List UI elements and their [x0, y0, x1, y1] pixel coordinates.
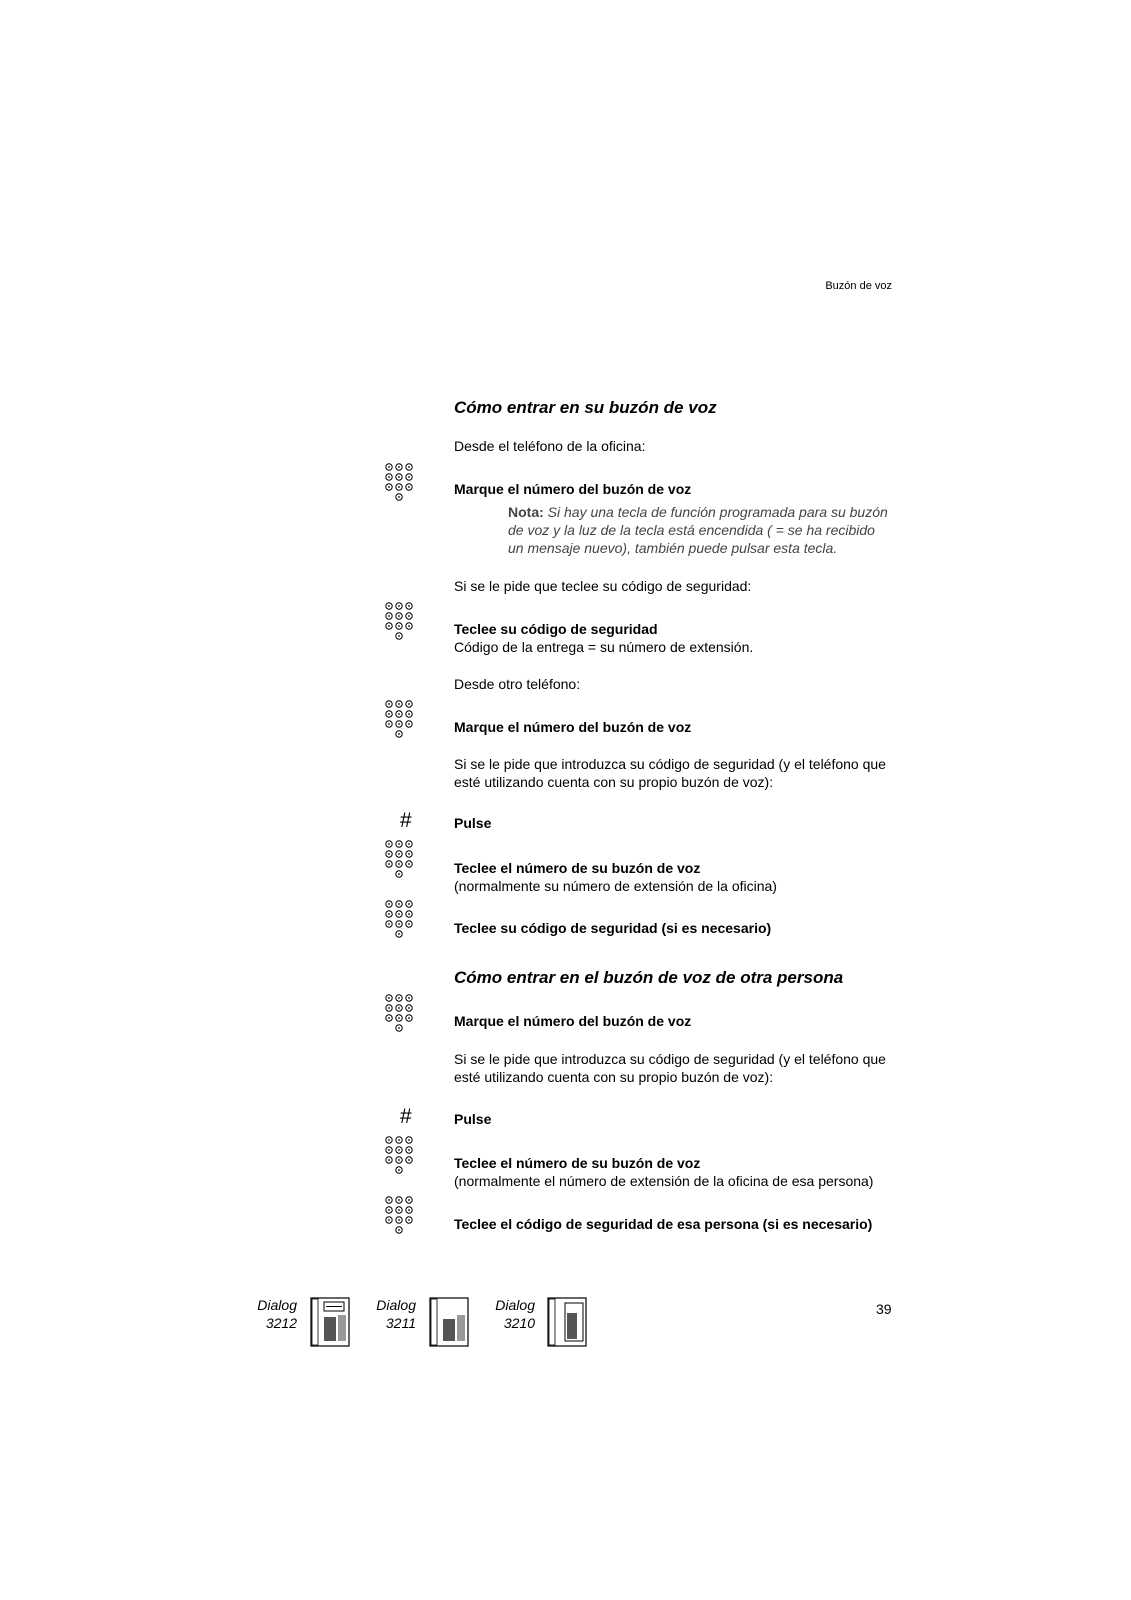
step-enter-mailbox-number-2: Teclee el número de su buzón de voz: [454, 1155, 701, 1171]
model-number: 3211: [385, 1315, 416, 1331]
keypad-icon: [385, 900, 415, 938]
section-heading-other-mailbox: Cómo entrar en el buzón de voz de otra persona: [454, 968, 844, 987]
step-dial-mailbox-other: Marque el número del buzón de voz: [454, 719, 692, 735]
step-dial-mailbox: Marque el número del buzón de voz: [454, 481, 692, 497]
security-code-intro: Si se le pide que teclee su código de seguridad:: [454, 578, 752, 594]
page-header-title: Buzón de voz: [825, 280, 892, 292]
note-line-2: de voz y la luz de la tecla está encendida ( = se ha recibido: [508, 522, 875, 538]
keypad-icon: [385, 840, 415, 878]
note-text-1: Si hay una tecla de función programada para su buzón: [547, 504, 888, 520]
model-label-3212: [247, 1296, 297, 1332]
keypad-icon: [385, 463, 415, 501]
model-name: Dialog: [376, 1297, 416, 1313]
desk-phone-icon: [310, 1297, 350, 1347]
security-code-detail: Código de la entrega = su número de extensión.: [454, 639, 754, 655]
note-line-1: [508, 503, 888, 521]
section-heading-own-mailbox: Cómo entrar en su buzón de voz: [454, 398, 717, 417]
hash-key-icon: #: [400, 809, 412, 832]
step-press-hash-2: Pulse: [454, 1111, 492, 1127]
desk-phone-icon: [429, 1297, 469, 1347]
model-label-3211: [366, 1296, 416, 1332]
prompt-line-1-2: Si se le pide que introduzca su código de seguridad (y el teléfono que: [454, 1051, 886, 1067]
step-enter-other-security-code: Teclee el código de seguridad de esa persona (si es necesario): [454, 1216, 873, 1232]
model-number: 3212: [265, 1315, 297, 1331]
step-press-hash: Pulse: [454, 815, 492, 831]
model-number: 3210: [503, 1315, 535, 1331]
note-label: Nota:: [508, 504, 544, 520]
prompt-line-2-2: esté utilizando cuenta con su propio buzón de voz):: [454, 1069, 774, 1085]
mailbox-number-detail: (normalmente su número de extensión de la oficina): [454, 878, 777, 894]
keypad-icon: [385, 1196, 415, 1234]
step-dial-mailbox-2: Marque el número del buzón de voz: [454, 1013, 692, 1029]
hash-key-icon: #: [400, 1105, 412, 1128]
step-enter-security-optional: Teclee su código de seguridad (si es necesario): [454, 920, 772, 936]
other-phone-intro: Desde otro teléfono:: [454, 676, 581, 692]
keypad-icon: [385, 700, 415, 738]
note-line-3: un mensaje nuevo), también puede pulsar esta tecla.: [508, 540, 838, 556]
mailbox-number-detail-2: (normalmente el número de extensión de la oficina de esa persona): [454, 1173, 874, 1189]
model-name: Dialog: [495, 1297, 535, 1313]
prompt-line-1: Si se le pide que introduzca su código de seguridad (y el teléfono que: [454, 756, 886, 772]
keypad-icon: [385, 994, 415, 1032]
step-enter-security-code: Teclee su código de seguridad: [454, 621, 658, 637]
keypad-icon: [385, 1136, 415, 1174]
model-label-3210: [485, 1296, 535, 1332]
desk-phone-icon: [547, 1297, 587, 1347]
step-enter-mailbox-number: Teclee el número de su buzón de voz: [454, 860, 701, 876]
prompt-line-2: esté utilizando cuenta con su propio buzón de voz):: [454, 774, 774, 790]
keypad-icon: [385, 602, 415, 640]
page-number: 39: [876, 1301, 892, 1317]
office-phone-intro: Desde el teléfono de la oficina:: [454, 438, 646, 454]
model-name: Dialog: [257, 1297, 297, 1313]
